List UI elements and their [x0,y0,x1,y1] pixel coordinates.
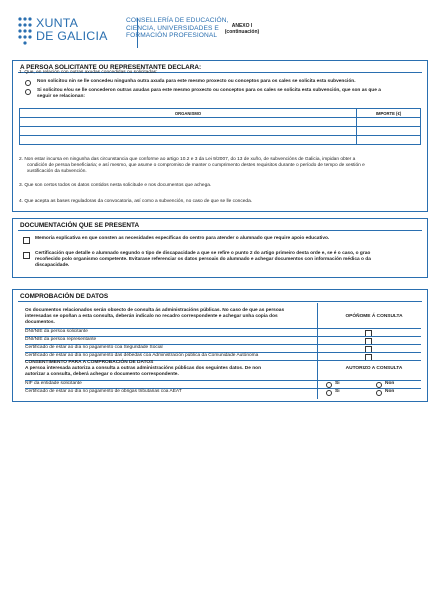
authorize-header: AUTORIZO A CONSULTA [345,366,403,371]
section-title: COMPROBACIÓN DE DATOS [20,293,109,300]
data-verification-section [12,289,428,402]
verification-intro-line-3: documentos. [25,320,55,325]
declaration-item-4: 4. Que acepta as bases reguladoras da convocatoria, así como a subvención, no caso de que se lle conceda. [19,199,253,204]
brand-line-2: DE GALICIA [36,29,108,43]
annex-subtitle: (continuación) [224,29,260,35]
no-label: Non [385,389,395,394]
oppose-item: Certificado de estar ao día no pagamento coa Seguridade Social [25,345,163,350]
column-divider [317,303,318,399]
yes-label: Si [335,389,340,394]
importe-cell[interactable] [357,127,421,136]
documentation-section [12,218,428,278]
galicia-seal-icon [17,16,33,46]
dept-line-2: CIENCIA, UNIVERSIDADES E [126,24,219,32]
section-rule [18,301,422,302]
oppose-item: Certificado de estar ao día no pagamento das débedas coa Administración pública da Comunidade Autónoma [25,353,259,358]
option-other-aid-line-2: seguir se relacionan: [37,94,85,99]
organismo-cell[interactable] [20,136,357,145]
verification-intro-line-1: Os documentos relacionados serán obxecto de consulta ás administracións públicas. No caso de que as persoas [25,308,285,313]
doc-certificacion-line-1: Certificación que detalle o alumnado segundo o tipo de discapacidade a que se refire o punto 2 do artigo primeiro desta orde e, se é o caso, o grao [35,251,371,256]
authorize-item: Certificado de estar ao día no pagamento de obrigas tributarias coa AEAT [25,389,182,394]
section-title: A PERSOA SOLICITANTE OU REPRESENTANTE DECLARA: [20,64,202,71]
col-organismo: ORGANISMO [20,109,357,118]
doc-memoria-checkbox[interactable] [23,237,30,244]
consent-title: CONSENTIMENTO PARA A COMPROBACIÓN DE DATOS [25,360,154,365]
verification-intro-line-2: interesadas se opoñan a esta consulta, deberán indicalo no recadro correspondente e achegar unha copia dos [25,314,278,319]
oppose-header: OPÓÑOME Á CONSULTA [345,314,403,319]
authorize-no-radio[interactable] [376,390,382,396]
no-label: Non [385,381,395,386]
option-no-other-aid: Non solicitou nin se lle concedeu ningunha outra axuda para este mesmo proxecto ou conceptos para os cales se solicita esta subvención. [37,79,356,84]
oppose-item: DNI/NIE da persoa representante [25,337,97,342]
declaration-item-2-line-3: xustificación da subvención. [27,169,87,174]
radio-no-other-aid[interactable] [25,80,31,86]
col-importe: IMPORTE (€) [357,109,421,118]
xunta-logo [17,16,139,50]
option-other-aid-line-1: Si solicitou e/ou se lle concederon outras axudas para este mesmo proxecto ou conceptos para os cales se solicita esta subvención, que son as que a [37,88,381,93]
organismo-cell[interactable] [20,127,357,136]
declaration-item-1: 1. Que, en relación con outras axudas concedidas ou solicitadas: [19,70,158,75]
doc-certificacion-checkbox[interactable] [23,252,30,259]
doc-certificacion-line-3: discapacidade. [35,263,70,268]
organismo-cell[interactable] [20,118,357,127]
section-rule [18,230,422,231]
authorize-yes-radio[interactable] [326,390,332,396]
radio-other-aid[interactable] [25,89,31,95]
section-title: DOCUMENTACIÓN QUE SE PRESENTA [20,222,140,229]
importe-cell[interactable] [357,136,421,145]
declaration-section [12,60,428,212]
declaration-item-2-line-2: condición de persoa beneficiaria; e así mesmo, que asume o compromiso de manter o cumprimento destes requisitos durante o período de tempo de xestión e [27,163,365,168]
declaration-item-2-line-1: 2. Non estar incursa en ningunha das circunstancia que conforme ao artigo 10.2 e 3 da Lei 9/2007, do 13 de xuño, de subvencións de Galicia, impidan obter a [19,157,356,162]
doc-memoria-label: Memoria explicativa en que consten as necesidades específicas do centro para atender o alumnado que require apoio educativo. [35,236,330,241]
brand-name [36,17,108,43]
yes-label: Si [335,381,340,386]
dept-line-3: FORMACIÓN PROFESIONAL [126,32,218,40]
annex-label [222,23,262,35]
declaration-item-3: 3. Que son certos todos os datos contidos nesta solicitude e nos documentos que achega. [19,183,212,188]
importe-cell[interactable] [357,118,421,127]
authorize-item: NIF da entidade solicitante [25,381,82,386]
department-name [126,17,229,40]
brand-line-1: XUNTA [36,16,79,30]
row-rule [25,380,421,381]
oppose-item: DNI/NIE da persoa solicitante [25,329,88,334]
aid-table [19,108,421,145]
doc-certificacion-line-2: recoñecido polo organismo competente. Evitarase referenciar os datos persoais do alumnado e achegar documentos con información médica o da [35,257,371,262]
consent-line-1: A persoa interesada autoriza a consulta a outras administracións públicas dos seguintes datos. De non [25,366,261,371]
consent-line-2: autorizar a consulta, deberá achegar o documento correspondente. [25,372,179,377]
dept-line-1: CONSELLERÍA DE EDUCACIÓN, [126,17,229,24]
annex-title: ANEXO I [231,23,253,29]
